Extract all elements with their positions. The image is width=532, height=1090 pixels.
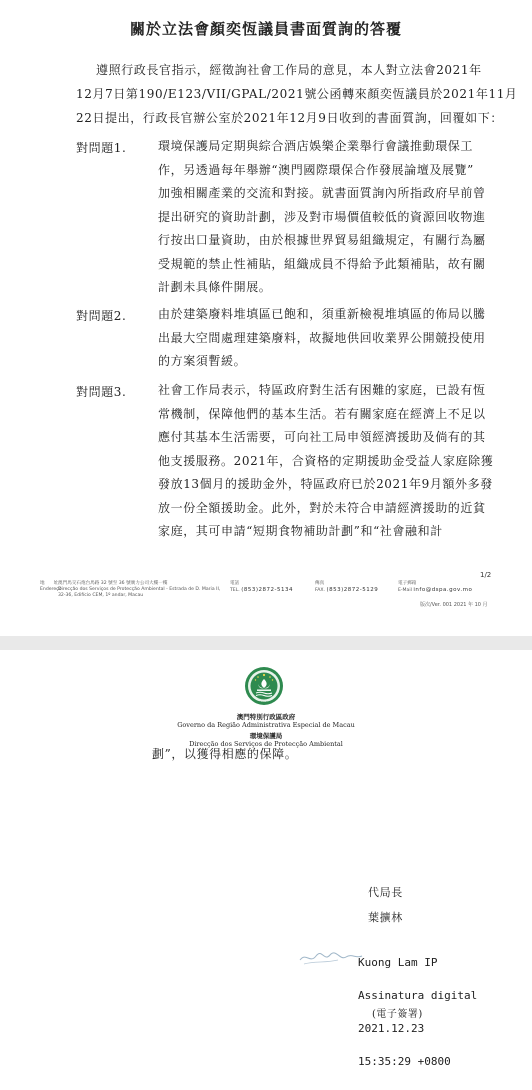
answer-1-line: 計劃未具條件開展。	[158, 280, 272, 294]
emblem-label: MACAU	[258, 700, 270, 704]
document-page-2	[0, 650, 532, 1068]
email-label: 電子郵箱	[398, 581, 417, 586]
fax-label-pt: FAX.	[315, 588, 325, 593]
email-value: info@dspa.gov.mo	[413, 587, 473, 593]
government-name-zh: 澳門特別行政區政府	[236, 713, 296, 721]
email-label-pt: E-Mail	[398, 588, 412, 593]
signature-line: Kuong Lam IP	[358, 956, 438, 969]
tel-label-pt: TEL.	[230, 588, 240, 593]
answer-1-line: 環境保護局定期與綜合酒店娛樂企業舉行會議推動環保工	[158, 139, 474, 153]
document-title: 關於立法會顏奕恆議員書面質詢的答覆	[129, 20, 402, 38]
answer-1-line: 作，另透過每年舉辦“澳門國際環保合作發展論壇及展覽”	[158, 162, 474, 177]
signer-name: 葉擴林	[368, 911, 403, 924]
answer-2-line: 的方案須暫緩。	[158, 354, 247, 368]
footer-email	[398, 581, 472, 594]
signature-line: 2021.12.23	[358, 1022, 425, 1035]
answer-3-line: 應付其基本生活需要，可向社工局申領經濟援助及倘有的其	[158, 430, 486, 444]
answer-3-label: 對問題3.	[76, 385, 127, 399]
fax-value: (853)2872-5129	[326, 587, 379, 593]
answer-3-line: 家庭，其可申請“短期食物補助計劃”和“社會融和計	[158, 524, 443, 538]
answer-2-line: 出最大空間處理建築廢料，故擬地供回收業界公開競投使用	[158, 330, 486, 345]
footer-fax	[315, 581, 378, 594]
answer-3-line: 他支援服務。2021年，合資格的定期援助金受益人家庭除獲	[158, 453, 494, 468]
answer-3-body	[158, 379, 493, 544]
department-name-zh: 環境保護局	[249, 732, 283, 740]
tel-label: 電話	[230, 581, 240, 586]
address-line: 澳門馬交石炮台馬路 32 號至 36 號廣力公司大樓一樓	[58, 581, 168, 586]
answer-3-line: 社會工作局表示，特區政府對生活有困難的家庭，已設有恆	[158, 383, 486, 397]
signature-line: 15:35:29 +0800	[358, 1055, 451, 1068]
handwritten-signature-icon	[296, 946, 366, 968]
answer-3-line: 放一份全額援助金。此外，對於未符合申請經濟援助的近貧	[158, 500, 486, 515]
tel-value: (853)2872-5134	[241, 587, 293, 593]
answer-3-line: 常機制，保障他們的基本生活。若有關家庭在經濟上不足以	[158, 406, 486, 421]
address-label: 地 址	[40, 581, 59, 586]
macau-emblem-icon	[244, 666, 284, 706]
answer-1-line: 受規範的禁止性補貼，組織成員不得給予此類補貼，故有關	[158, 256, 486, 271]
intro-line-2: 12月7日第190/E123/VII/GPAL/2021號公函轉來顏奕恆議員於2021年11月	[76, 87, 518, 101]
answer-2-body	[158, 303, 486, 374]
address-line: 32-36, Edifício CEM, 1º andar, Macau	[58, 593, 144, 598]
continuation-text: 劃”，以獲得相應的保障。	[152, 747, 298, 761]
department-name-pt: Direcção dos Serviços de Protecção Ambiental	[189, 740, 343, 748]
answer-1-line: 行按出口量資助，由於根據世界貿易組織規定，有關行為屬	[158, 233, 486, 247]
answer-2-label: 對問題2.	[76, 309, 127, 323]
answer-1-body	[158, 135, 486, 300]
page-separator	[0, 636, 532, 650]
footer-tel	[230, 581, 293, 594]
electronic-signature-label: (電子簽署)	[372, 1009, 423, 1020]
signer-title: 代局長	[368, 886, 403, 899]
address-label-pt: Endereço	[40, 587, 62, 592]
signature-line: Assinatura digital	[358, 989, 478, 1002]
answer-1-line: 加強相關產業的交流和對接。就書面質詢內所指政府早前曾	[158, 186, 486, 200]
intro-line-1: 遵照行政長官指示，經徵詢社會工作局的意見，本人對立法會2021年	[96, 63, 482, 77]
address-line: Direcção dos Serviços de Protecção Ambiental - Estrada de D. Maria II,	[58, 587, 221, 592]
intro-line-3: 22日提出，行政長官辦公室於2021年12月9日收到的書面質詢，回覆如下：	[76, 111, 503, 125]
answer-1-label: 對問題1.	[76, 141, 127, 155]
page-number: 1/2	[480, 571, 492, 579]
answer-3-line: 發放13個月的援助金外，特區政府已於2021年9月額外多發	[158, 477, 493, 491]
government-name-pt: Governo da Região Administrativa Especial de Macau	[177, 721, 355, 729]
answer-1-line: 提出研究的資助計劃，涉及對市場價值較低的資源回收物進	[158, 209, 486, 224]
fax-label: 傳真	[315, 581, 325, 586]
answer-2-line: 由於建築廢料堆填區已飽和，須重新檢視堆填區的佈局以騰	[158, 307, 486, 321]
version-note: 版次/Ver. 001 2021 年 10 月	[420, 602, 488, 608]
footer-address	[58, 581, 220, 599]
